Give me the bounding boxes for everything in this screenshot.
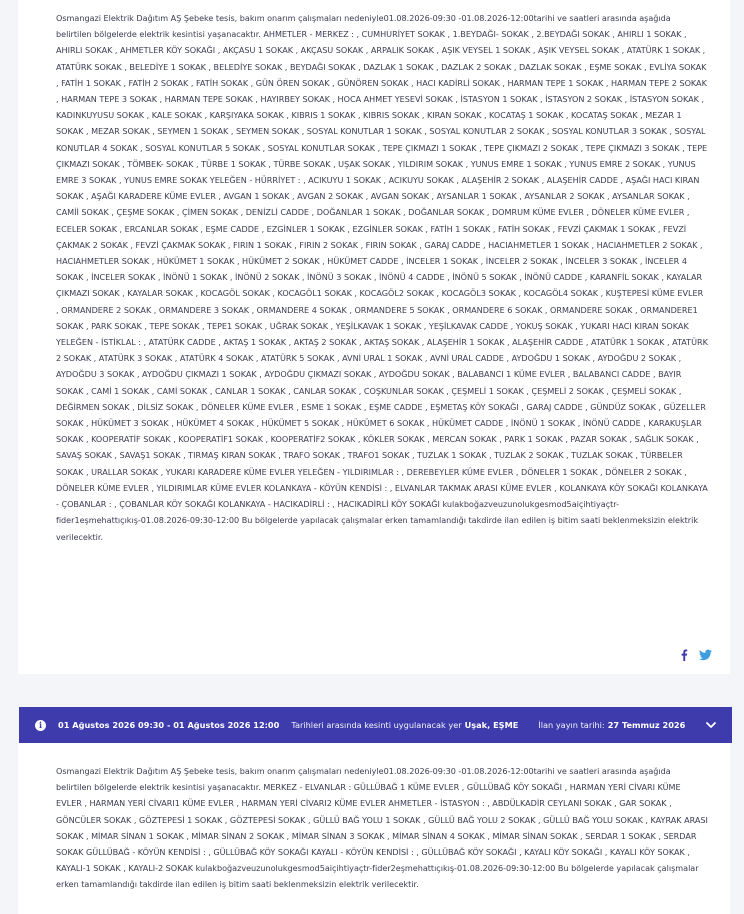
outage-notice-header[interactable] <box>19 707 732 743</box>
outage-description-2: Osmangazi Elektrik Dağıtım AŞ Şebeke tesis, bakım onarım çalışmaları nedeniyle01.08.2026-09:30 -01.08.2026-12:00tarihi ve saatleri arasında aşağıda belirtilen bölgelerde elektrik kesintisi yaşanacaktır. MERKEZ - ELVANLAR : GÜLLÜBAĞ 1 KÜME EVLER , GÜLLÜBAĞ KÖY SOKAĞI , HARMAN YERİ CİVARI KÜME EVLER , HARMAN YERİ CİVARI1 KÜME EVLER , HARMAN YERİ CİVARI2 KÜME EVLER AHMETLER - İSTASYON : , ABDÜLKADİR CEYLANI SOKAK , GAR SOKAK , GÖNCÜLER SOKAK , GÖZTEPESİ 1 SOKAK , GÖZTEPESİ SOKAK , GÜLLÜ BAĞ YOLU 1 SOKAK , GÜLLÜ BAĞ YOLU 2 SOKAK , GÜLLÜ BAĞ YOLU SOKAK , KAYRAK ARASI SOKAK , MİMAR SİNAN 1 SOKAK , MİMAR SİNAN 2 SOKAK , MİMAR SİNAN 3 SOKAK , MİMAR SİNAN 4 SOKAK , MİMAR SİNAN SOKAK , SERDAR 1 SOKAK , SERDAR SOKAK GÜLLÜBAĞ - KÖYÜN KENDİSİ : , GÜLLÜBAĞ KÖY SOKAĞI KAYALI - KÖYÜN KENDİSİ : , GÜLLÜBAĞ KÖY SOKAĞI , KAYALI KÖY SOKAĞI , KAYALI KÖY SOKAK , KAYALI-1 SOKAK , KAYALI-2 SOKAK kulakboğazveuzunolukgesmod5aiçihtiyaçtr-fider2eşmehattıçıkış-01.08.2026-09:30-12:00 Bu bölgelerde yapılacak çalışmalar erken tamamlandığı takdirde ilan edilen iş bitim saati beklenmeksizin elektrik verilecektir. <box>56 766 708 890</box>
notice-location: Uşak, EŞME <box>464 720 519 730</box>
facebook-icon[interactable] <box>679 646 689 658</box>
info-icon: i <box>35 720 46 731</box>
outage-description-1: Osmangazi Elektrik Dağıtım AŞ Şebeke tesis, bakım onarım çalışmaları nedeniyle01.08.2026-09:30 -01.08.2026-12:00tarihi ve saatleri arasında aşağıda belirtilen bölgelerde elektrik kesintisi yaşanacaktır. AHMETLER - MERKEZ : , CUMHURİYET SOKAK , 1.BEYDAĞI- SOKAK , 2.BEYDAĞI SOKAK , AHIRLI 1 SOKAK , AHIRLI SOKAK , AHMETLER KÖY SOKAĞI , AKÇASU 1 SOKAK , AKÇASU SOKAK , ARPALIK SOKAK , AŞIK VEYSEL 1 SOKAK , AŞIK VEYSEL SOKAK , ATATÜRK 1 SOKAK , ATATÜRK SOKAK , BELEDİYE 1 SOKAK , BELEDİYE SOKAK , BEYDAĞI SOKAK , DAZLAK 1 SOKAK , DAZLAK 2 SOKAK , DAZLAK SOKAK , EŞME SOKAK , EVLİYA SOKAK , FATİH 1 SOKAK , FATİH 2 SOKAK , FATİH SOKAK , GÜN ÖREN SOKAK , GÜNÖREN SOKAK , HACI KADİRLİ SOKAK , HARMAN TEPE 1 SOKAK , HARMAN TEPE 2 SOKAK , HARMAN TEPE 3 SOKAK , HARMAN TEPE SOKAK , HAYIRBEY SOKAK , HOCA AHMET YESEVİ SOKAK , İSTASYON 1 SOKAK , İSTASYON 2 SOKAK , İSTASYON SOKAK , KADINKUYUSU SOKAK , KALE SOKAK , KARŞIYAKA SOKAK , KIBRIS 1 SOKAK , KIBRIS SOKAK , KIRAN SOKAK , KOCATAŞ 1 SOKAK , KOCATAŞ SOKAK , MEZAR 1 SOKAK , MEZAR SOKAK , SEYMEN 1 SOKAK , SEYMEN SOKAK , SOSYAL KONUTLAR 1 SOKAK , SOSYAL KONUTLAR 2 SOKAK , SOSYAL KONUTLAR 3 SOKAK , SOSYAL KONUTLAR 4 SOKAK , SOSYAL KONUTLAR 5 SOKAK , SOSYAL KONUTLAR SOKAK , TEPE ÇIKMAZI 1 SOKAK , TEPE ÇIKMAZI 2 SOKAK , TEPE ÇIKMAZI 3 SOKAK , TEPE ÇIKMAZI SOKAK , TÖMBEK- SOKAK , TÜRBE 1 SOKAK , TÜRBE SOKAK , UŞAK SOKAK , YILDIRIM SOKAK , YUNUS EMRE 1 SOKAK , YUNUS EMRE 2 SOKAK , YUNUS EMRE 3 SOKAK , YUNUS EMRE SOKAK YELEĞEN - HÜRRİYET : , ACIKUYU 1 SOKAK , ACIKUYU SOKAK , ALAŞEHİR 2 SOKAK , ALAŞEHİR CADDE , AŞAĞI HACI KIRAN SOKAK , AŞAĞI KARADERE KÜME EVLER , AVGAN 1 SOKAK , AVGAN 2 SOKAK , AVGAN SOKAK , AYSANLAR 1 SOKAK , AYSANLAR 2 SOKAK , AYSANLAR SOKAK , CAMİİ SOKAK , ÇEŞME SOKAK , ÇİMEN SOKAK , DENİZLİ CADDE , DOĞANLAR 1 SOKAK , DOĞANLAR SOKAK , DOMRUM KÜME EVLER , DÖNELER KÜME EVLER , ECELER SOKAK , ERCANLAR SOKAK , EŞME CADDE , EZGİNLER 1 SOKAK , EZGİNLER SOKAK , FATİH 1 SOKAK , FATİH SOKAK , FEVZİ ÇAKMAK 1 SOKAK , FEVZİ ÇAKMAK 2 SOKAK , FEVZİ ÇAKMAK SOKAK , FIRIN 1 SOKAK , FIRIN 2 SOKAK , FIRIN SOKAK , GARAJ CADDE , HACIAHMETLER 1 SOKAK , HACIAHMETLER 2 SOKAK , HACIAHMETLER SOKAK , HÜKÜMET 1 SOKAK , HÜKÜMET 2 SOKAK , HÜKÜMET CADDE , İNCELER 1 SOKAK , İNCELER 2 SOKAK , İNCELER 3 SOKAK , İNCELER 4 SOKAK , İNCELER SOKAK , İNÖNÜ 1 SOKAK , İNÖNÜ 2 SOKAK , İNÖNÜ 3 SOKAK , İNÖNÜ 4 CADDE , İNÖNÜ 5 SOKAK , İNÖNÜ CADDE , KARANFİL SOKAK , KAYALAR ÇIKMAZI SOKAK , KAYALAR SOKAK , KOCAGÖL SOKAK , KOCAGÖL1 SOKAK , KOCAGÖL2 SOKAK , KOCAGÖL3 SOKAK , KOCAGÖL4 SOKAK , KUŞTEPESİ KÜME EVLER , ORMANDERE 2 SOKAK , ORMANDERE 3 SOKAK , ORMANDERE 4 SOKAK , ORMANDERE 5 SOKAK , ORMANDERE 6 SOKAK , ORMANDERE SOKAK , ORMANDERE1 SOKAK , PARK SOKAK , TEPE SOKAK , TEPE1 SOKAK , UĞRAK SOKAK , YEŞİLKAVAK 1 SOKAK , YEŞİLKAVAK CADDE , YOKUŞ SOKAK , YUKARI HACI KIRAN SOKAK YELEĞEN - İSTİKLAL : , ATATÜRK CADDE , AKTAŞ 1 SOKAK , AKTAŞ 2 SOKAK , AKTAŞ SOKAK , ALAŞEHİR 1 SOKAK , ALAŞEHİR CADDE , ATATÜRK 1 SOKAK , ATATÜRK 2 SOKAK , ATATÜRK 3 SOKAK , ATATÜRK 4 SOKAK , ATATÜRK 5 SOKAK , AVNİ URAL 1 SOKAK , AVNİ URAL CADDE , AYDOĞDU 1 SOKAK , AYDOĞDU 2 SOKAK , AYDOĞDU 3 SOKAK , AYDOĞDU ÇIKMAZI 1 SOKAK , AYDOĞDU ÇIKMAZI SOKAK , AYDOĞDU SOKAK , BALABANCI 1 KÜME EVLER , BALABANCI CADDE , BAYIR SOKAK , CAMİ 1 SOKAK , CAMİ SOKAK , CANLAR 1 SOKAK , CANLAR SOKAK , COŞKUNLAR SOKAK , ÇEŞMELİ 1 SOKAK , ÇEŞMELİ 2 SOKAK , ÇEŞMELİ SOKAK , DEĞİRMEN SOKAK , DİLSİZ SOKAK , DÖNELER KÜME EVLER , ESME 1 SOKAK , EŞME CADDE , EŞMETAŞ KÖY SOKAĞI , GARAJ CADDE , GÜNDÜZ SOKAK , GÜZELLER SOKAK , HÜKÜMET 3 SOKAK , HÜKÜMET 4 SOKAK , HÜKÜMET 5 SOKAK , HÜKÜMET 6 SOKAK , HÜKÜMET CADDE , İNÖNÜ 1 SOKAK , İNÖNÜ CADDE , KARAKUŞLAR SOKAK , KOOPERATİF SOKAK , KOOPERATİF1 SOKAK , KOOPERATİF2 SOKAK , KÖKLER SOKAK , MERCAN SOKAK , PARK 1 SOKAK , PAZAR SOKAK , SAĞLIK SOKAK , SAVAŞ SOKAK , SAVAŞ1 SOKAK , TIRMAŞ KIRAN SOKAK , TRAFO SOKAK , TRAFO1 SOKAK , TUZLAK 1 SOKAK , TUZLAK 2 SOKAK , TUZLAK SOKAK , TÜRBELER SOKAK , URALLAR SOKAK , YUKARI KARADERE KÜME EVLER YELEĞEN - YILDIRIMLAR : , DEREBEYLER KÜME EVLER , DÖNELER 1 SOKAK , DÖNELER 2 SOKAK , DÖNELER KÜME EVLER , YILDIRIMLAR KÜME EVLER KOLANKAYA - KÖYÜN KENDİSİ : , ELVANLAR TAKMAK ARASI KÜME EVLER , KOLANKAYA KÖY SOKAĞI KOLANKAYA - ÇOBANLAR : , ÇOBANLAR KÖY SOKAĞI KOLANKAYA - HACIKADİRLİ : , HACIKADİRLİ KÖY SOKAĞI kulakboğazveuzunolukgesmod5aiçihtiyaçtr-fider1eşmehattıçıkış-01.08.2026-09:30-12:00 Bu bölgelerde yapılacak çalışmalar erken tamamlandığı takdirde ilan edilen iş bitim saati beklenmeksizin elektrik verilecektir. <box>56 13 708 542</box>
share-links <box>679 646 712 658</box>
notice-publish-date: 27 Temmuz 2026 <box>607 720 686 730</box>
chevron-down-icon[interactable] <box>704 718 718 732</box>
outage-card-2 <box>18 743 730 914</box>
notice-middle-text: Tarihleri arasında kesinti uygulanacak yer <box>291 720 462 730</box>
notice-publish-label: İlan yayın tarihi: <box>538 720 605 730</box>
twitter-icon[interactable] <box>699 646 712 658</box>
outage-card-1 <box>18 0 730 674</box>
notice-date-range: 01 Ağustos 2026 09:30 - 01 Ağustos 2026 12:00 <box>58 720 280 730</box>
